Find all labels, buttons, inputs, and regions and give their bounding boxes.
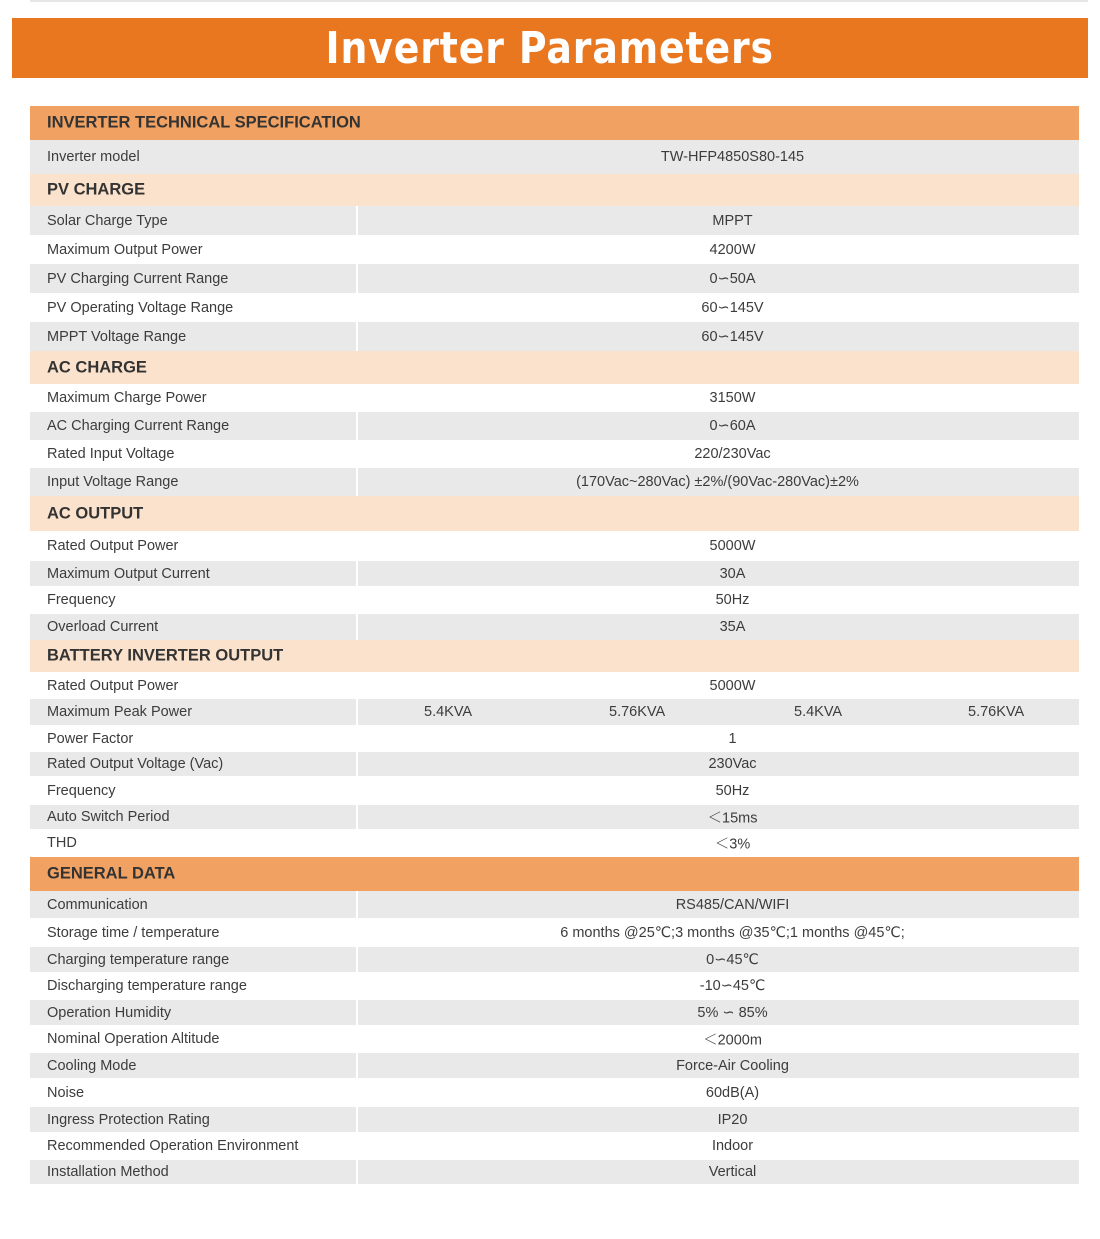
column-divider — [356, 805, 358, 829]
row-value: 230Vac — [708, 756, 757, 772]
section-title: AC CHARGE — [47, 358, 147, 376]
row-value: Vertical — [708, 1164, 757, 1180]
spec-row — [30, 752, 1079, 776]
peak-power-value-1: 5.4KVA — [424, 704, 473, 720]
row-label: AC Charging Current Range — [47, 418, 230, 434]
row-label: Auto Switch Period — [47, 809, 170, 825]
row-value: 5000W — [709, 538, 756, 554]
row-label: MPPT Voltage Range — [47, 328, 187, 345]
column-divider — [356, 699, 358, 725]
spec-row — [30, 947, 1079, 972]
spec-row — [30, 776, 1079, 805]
row-label: Inverter model — [47, 149, 140, 165]
row-value: RS485/CAN/WIFI — [675, 896, 790, 913]
column-divider — [356, 1160, 358, 1184]
section-header-ac-charge — [30, 351, 1079, 384]
spec-row — [30, 614, 1079, 640]
row-value: MPPT — [712, 212, 753, 229]
section-header-general-data — [30, 857, 1079, 891]
row-label: Overload Current — [47, 619, 159, 635]
row-label: Cooling Mode — [47, 1057, 137, 1074]
row-value: 50Hz — [715, 782, 750, 799]
spec-row — [30, 561, 1079, 586]
row-label: PV Charging Current Range — [47, 270, 229, 287]
spec-row — [30, 293, 1079, 322]
row-value: 5000W — [709, 677, 756, 694]
row-value: 0∽45℃ — [706, 951, 759, 968]
title-banner — [12, 18, 1088, 78]
row-value: 220/230Vac — [694, 446, 771, 462]
row-label: Communication — [47, 896, 148, 913]
peak-power-value-2: 5.76KVA — [609, 704, 666, 720]
row-value: 0∽60A — [709, 418, 756, 434]
spec-row — [30, 1000, 1079, 1025]
spec-row-inverter-model — [30, 140, 1079, 174]
row-value: 30A — [719, 565, 746, 582]
row-value: ＜2000m — [703, 1032, 762, 1049]
row-value: ＜15ms — [707, 810, 758, 827]
row-label: Discharging temperature range — [47, 978, 247, 994]
spec-row — [30, 972, 1079, 1000]
spec-table — [30, 106, 1079, 1184]
column-divider — [356, 206, 358, 235]
row-label: Operation Humidity — [47, 1004, 172, 1021]
row-label: Nominal Operation Altitude — [47, 1031, 220, 1047]
row-label: Frequency — [47, 592, 116, 608]
row-value: 0∽50A — [709, 270, 756, 287]
row-label: Maximum Output Power — [47, 241, 203, 258]
row-label: Rated Output Voltage (Vac) — [47, 756, 224, 772]
row-label: Maximum Peak Power — [47, 704, 193, 720]
spec-row — [30, 672, 1079, 699]
column-divider — [356, 412, 358, 440]
row-label: Rated Output Power — [47, 677, 179, 694]
column-divider — [356, 752, 358, 776]
section-header-pv-charge — [30, 174, 1079, 206]
spec-row — [30, 1025, 1079, 1053]
row-label: Installation Method — [47, 1164, 169, 1180]
row-label: Input Voltage Range — [47, 474, 179, 490]
peak-power-value-3: 5.4KVA — [794, 704, 843, 720]
spec-row — [30, 412, 1079, 440]
row-label: PV Operating Voltage Range — [47, 299, 234, 316]
main-header-label: INVERTER TECHNICAL SPECIFICATION — [47, 113, 361, 132]
main-header — [30, 106, 1079, 140]
column-divider — [356, 322, 358, 351]
column-divider — [356, 561, 358, 586]
row-value: 3150W — [709, 390, 756, 406]
row-value: 60∽145V — [701, 299, 764, 316]
spec-row — [30, 468, 1079, 496]
peak-power-value-4: 5.76KVA — [968, 704, 1025, 720]
row-value: 60dB(A) — [705, 1084, 760, 1101]
row-value: 4200W — [709, 241, 756, 258]
column-divider — [356, 1053, 358, 1078]
row-value: 5% ∽ 85% — [697, 1004, 768, 1021]
row-value: 50Hz — [715, 592, 750, 608]
row-value: ＜3% — [714, 836, 751, 853]
spec-row — [30, 586, 1079, 614]
row-label: Ingress Protection Rating — [47, 1111, 210, 1128]
row-value: TW-HFP4850S80-145 — [660, 149, 805, 165]
spec-row — [30, 1132, 1079, 1160]
section-title: AC OUTPUT — [47, 504, 144, 522]
spec-row — [30, 805, 1079, 829]
row-label: Rated Output Power — [47, 538, 179, 554]
column-divider — [356, 1000, 358, 1025]
spec-row — [30, 531, 1079, 561]
row-label: Frequency — [47, 782, 116, 799]
row-value: 60∽145V — [701, 328, 764, 345]
row-label: Solar Charge Type — [47, 212, 168, 229]
row-value: Force-Air Cooling — [676, 1057, 789, 1074]
row-label: Power Factor — [47, 730, 134, 747]
spec-row — [30, 384, 1079, 412]
row-label: Storage time / temperature — [47, 924, 220, 941]
spec-row — [30, 235, 1079, 264]
section-header-ac-output — [30, 496, 1079, 531]
spec-row — [30, 206, 1079, 235]
row-label: Noise — [47, 1084, 85, 1101]
spec-row — [30, 1053, 1079, 1078]
row-value: -10∽45℃ — [699, 978, 766, 994]
spec-row-peak-power — [30, 699, 1079, 725]
row-value: 35A — [719, 619, 746, 635]
column-divider — [356, 264, 358, 293]
spec-row — [30, 891, 1079, 918]
spec-row — [30, 725, 1079, 752]
column-divider — [356, 891, 358, 918]
spec-row — [30, 440, 1079, 468]
column-divider — [356, 614, 358, 640]
section-title: PV CHARGE — [47, 180, 146, 199]
section-title: BATTERY INVERTER OUTPUT — [47, 646, 284, 665]
row-label: Maximum Output Current — [47, 565, 210, 582]
spec-row — [30, 264, 1079, 293]
spec-row — [30, 322, 1079, 351]
spec-row — [30, 918, 1079, 947]
row-label: THD — [47, 835, 77, 851]
row-label: Rated Input Voltage — [47, 446, 175, 462]
section-title: GENERAL DATA — [47, 864, 176, 883]
spec-row — [30, 829, 1079, 857]
page-title: Inverter Parameters — [325, 22, 775, 74]
column-divider — [356, 947, 358, 972]
spec-row — [30, 1160, 1079, 1184]
row-label: Maximum Charge Power — [47, 390, 207, 406]
row-value: Indoor — [711, 1138, 754, 1154]
section-header-battery-inverter-output — [30, 640, 1079, 672]
row-value: IP20 — [717, 1111, 748, 1128]
spec-row — [30, 1078, 1079, 1107]
top-divider-line — [30, 0, 1088, 2]
column-divider — [356, 1107, 358, 1132]
row-label: Recommended Operation Environment — [47, 1138, 299, 1154]
row-value: 1 — [728, 730, 737, 747]
spec-row — [30, 1107, 1079, 1132]
row-value: 6 months @25℃;3 months @35℃;1 months @45℃; — [560, 924, 905, 941]
row-value: (170Vac~280Vac) ±2%/(90Vac-280Vac)±2% — [576, 474, 859, 490]
row-label: Charging temperature range — [47, 951, 230, 968]
